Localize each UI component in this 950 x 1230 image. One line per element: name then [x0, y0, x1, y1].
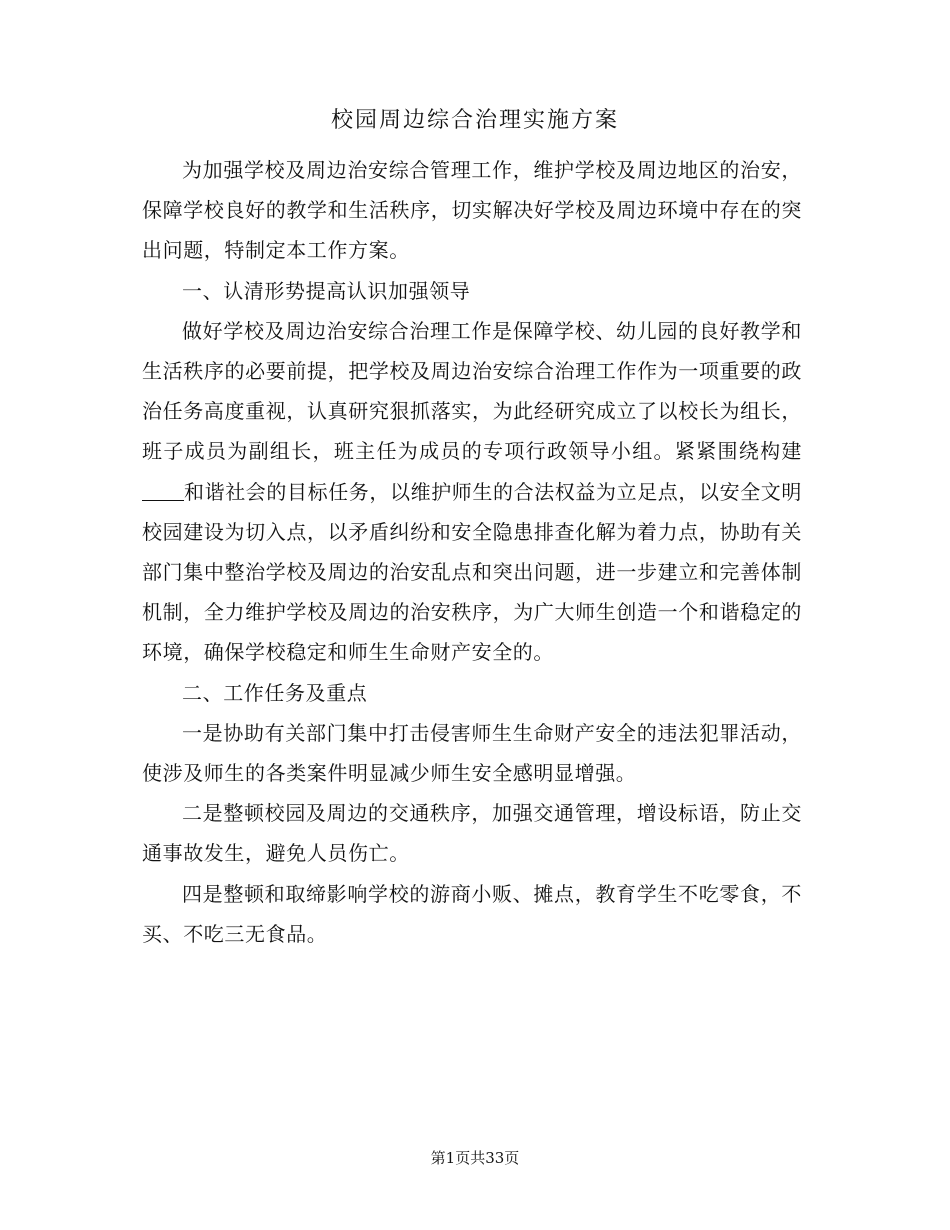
fill-in-blank — [142, 480, 184, 501]
document-title: 校园周边综合治理实施方案 — [330, 108, 619, 133]
page-number: 第1页共33页 — [430, 1149, 520, 1167]
section-1-text-b: 和谐社会的目标任务，以维护师生的合法权益为立足点，以安全文明校园建设为切入点，以矛盾纠纷和安全隐患排查化解为着力点，协助有关部门集中整治学校及周边的治安乱点和突出问题，进一步建立和完善体制机制，全力维护学校及周边的治安秩序，为广大师生创造一个和谐稳定的环境，确保学校稳定和师生生命财产安全的。 — [142, 479, 802, 665]
section-1-text-a: 做好学校及周边治安综合治理工作是保障学校、幼儿园的良好教学和生活秩序的必要前提，把学校及周边治安综合治理工作作为一项重要的政治任务高度重视，认真研究狠抓落实，为此经研究成立了以校长为组长，班子成员为副组长，班主任为成员的专项行政领导小组。紧紧围绕构建 — [142, 318, 802, 464]
task-item-1: 一是协助有关部门集中打击侵害师生生命财产安全的违法犯罪活动，使涉及师生的各类案件明显减少师生安全感明显增强。 — [142, 720, 802, 786]
task-item-2: 二是整顿校园及周边的交通秩序，加强交通管理，增设标语，防止交通事故发生，避免人员伤亡。 — [142, 801, 802, 866]
section-1-paragraph — [142, 311, 802, 673]
task-item-4: 四是整顿和取缔影响学校的游商小贩、摊点，教育学生不吃零食，不买、不吃三无食品。 — [142, 881, 802, 946]
section-2-heading: 二、工作任务及重点 — [182, 680, 368, 705]
document-body — [142, 150, 802, 954]
section-1-heading: 一、认清形势提高认识加强领导 — [182, 278, 471, 303]
intro-paragraph: 为加强学校及周边治安综合管理工作，维护学校及周边地区的治安，保障学校良好的教学和生活秩序，切实解决好学校及周边环境中存在的突出问题，特制定本工作方案。 — [142, 158, 802, 263]
